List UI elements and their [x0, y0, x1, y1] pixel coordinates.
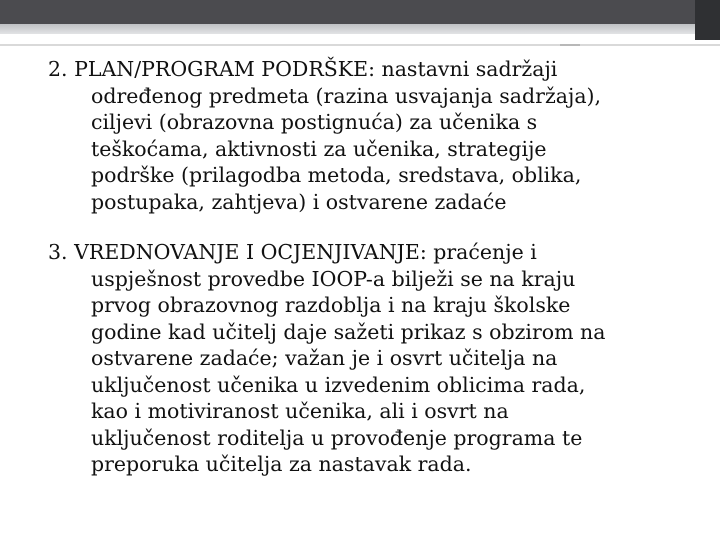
paragraph-support-plan: 2. PLAN/PROGRAM PODRŠKE: nastavni sadržaji određenog predmeta (razina usvajanja sadržaja), ciljevi (obrazovna postignuća) za učenika s teškoćama, aktivnosti za učenika, strategije podrške (prilagodba metoda, sredstava, oblika, postupaka, zahtjeva) i ostvarene zadaće — [48, 57, 602, 214]
slide-header-bar — [0, 0, 720, 24]
slide-body — [48, 56, 688, 478]
paragraph-evaluation: 3. VREDNOVANJE I OCJENJIVANJE: praćenje i uspješnost provedbe IOOP-a bilježi se na kraju prvog obrazovnog razdoblja i na kraju školske godine kad učitelj daje sažeti prikaz s obzirom na ostvarene zadaće; važan je i osvrt učitelja na uključenost učenika u izvedenim oblicima rada, kao i motiviranost učenika, ali i osvrt na uključenost roditelja u provođenje programa te preporuka učitelja za nastavak rada. — [48, 240, 606, 476]
slide-header-shade — [0, 24, 720, 34]
slide-divider — [0, 44, 720, 46]
slide-corner-accent — [695, 0, 720, 40]
slide-divider-accent — [560, 44, 580, 46]
